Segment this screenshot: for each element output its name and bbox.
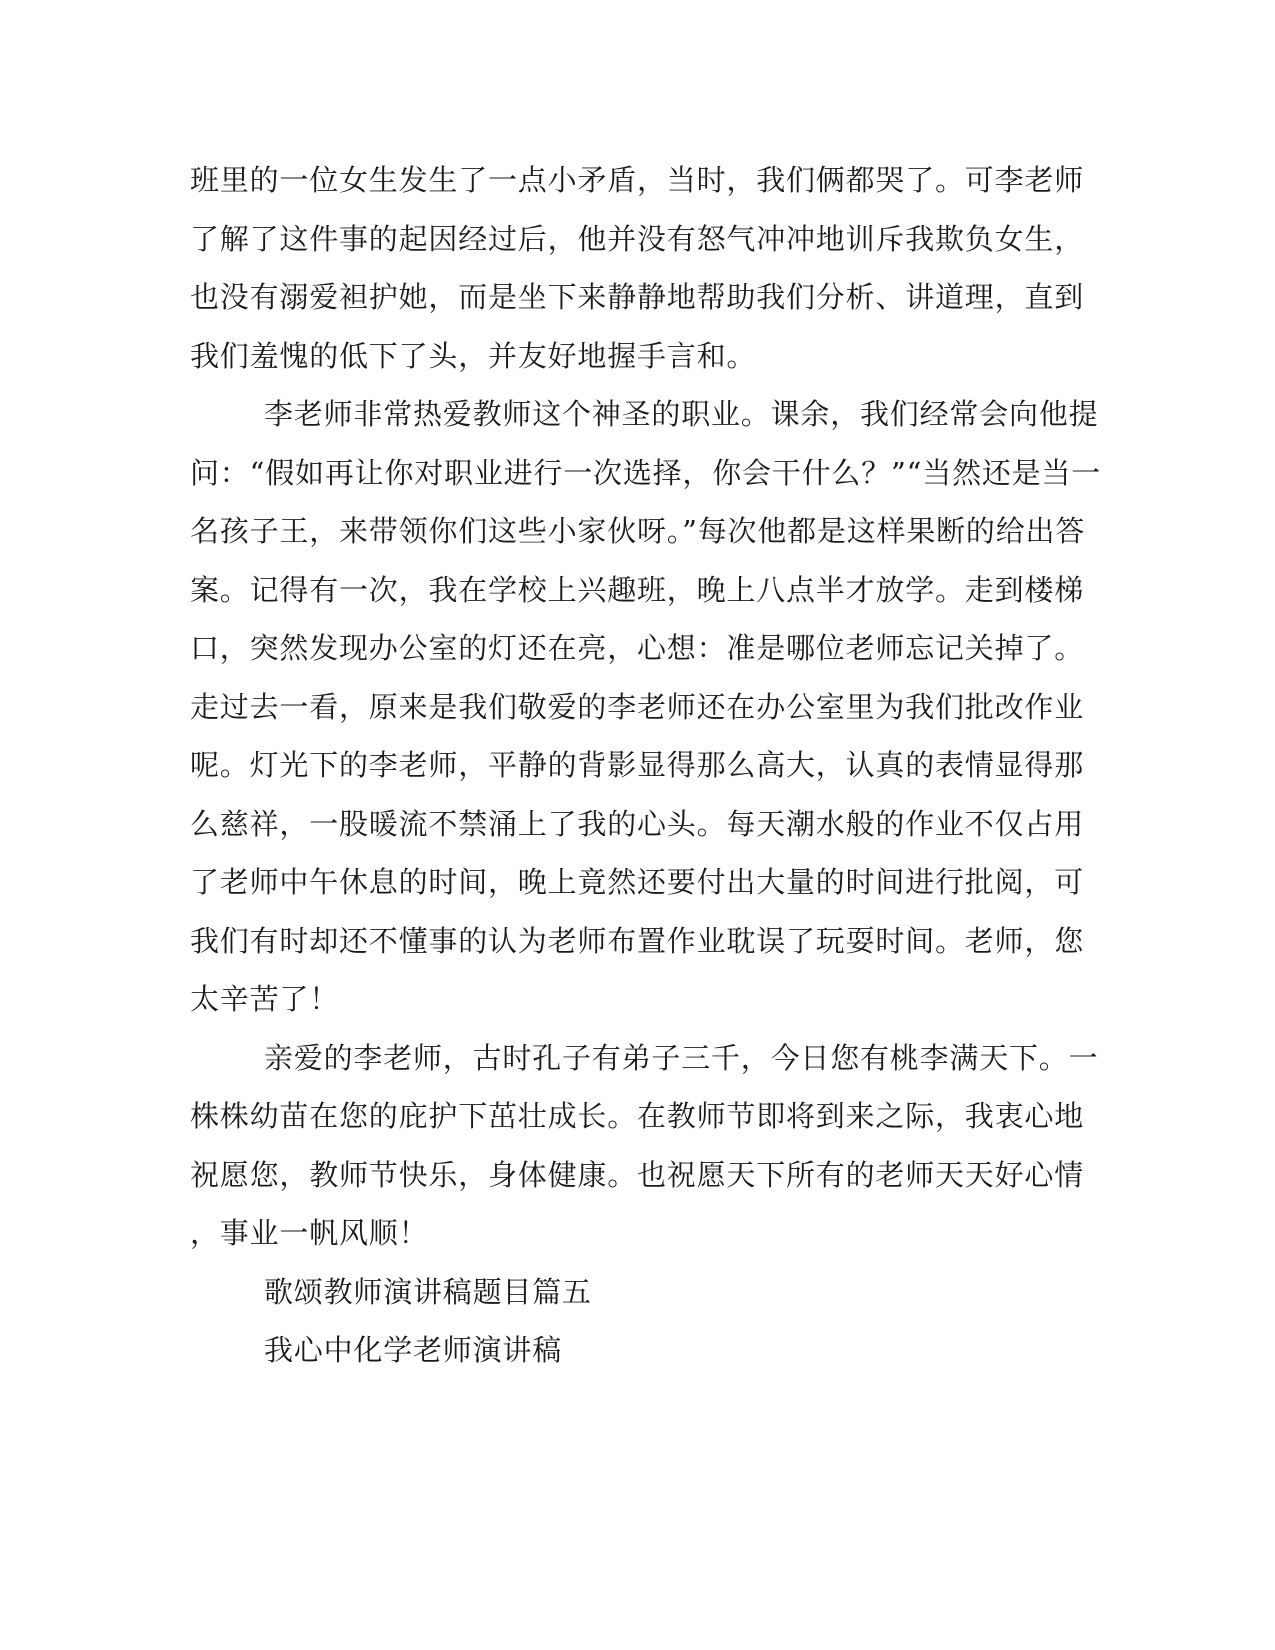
text-line: 名孩子王，来带领你们这些小家伙呀。”每次他都是这样果断的给出答 — [190, 514, 1086, 548]
paragraph-first-line: 亲爱的李老师，古时孔子有弟子三千，今日您有桃李满天下。一 — [264, 1041, 1099, 1075]
text-line: 太辛苦了！ — [190, 982, 340, 1016]
text-line: 株株幼苗在您的庇护下茁壮成长。在教师节即将到来之际，我衷心地 — [190, 1099, 1085, 1133]
text-line: 了解了这件事的起因经过后，他并没有怒气冲冲地训斥我欺负女生， — [190, 222, 1085, 256]
text-line: 口，突然发现办公室的灯还在亮，心想：准是哪位老师忘记关掉了。 — [190, 631, 1085, 665]
text-line: 也没有溺爱袒护她，而是坐下来静静地帮助我们分析、讲道理，直到 — [190, 280, 1085, 314]
text-line: 班里的一位女生发生了一点小矛盾，当时，我们俩都哭了。可李老师 — [190, 163, 1085, 197]
speech-title: 我心中化学老师演讲稿 — [264, 1333, 563, 1367]
text-line: 我们羞愧的低下了头，并友好地握手言和。 — [190, 339, 757, 373]
text-line: 问：“假如再让你对职业进行一次选择，你会干什么？”“当然还是当一 — [190, 456, 1102, 490]
text-line: 我们有时却还不懂事的认为老师布置作业耽误了玩耍时间。老师，您 — [190, 924, 1085, 958]
section-heading: 歌颂教师演讲稿题目篇五 — [264, 1275, 592, 1309]
paragraph-first-line: 李老师非常热爱教师这个神圣的职业。课余，我们经常会向他提 — [264, 397, 1099, 431]
text-line: ，事业一帆风顺！ — [190, 1216, 429, 1250]
text-line: 了老师中午休息的时间，晚上竟然还要付出大量的时间进行批阅，可 — [190, 865, 1085, 899]
text-line: 祝愿您，教师节快乐，身体健康。也祝愿天下所有的老师天天好心情 — [190, 1158, 1085, 1192]
text-line: 走过去一看，原来是我们敬爱的李老师还在办公室里为我们批改作业 — [190, 690, 1085, 724]
text-line: 案。记得有一次，我在学校上兴趣班，晚上八点半才放学。走到楼梯 — [190, 573, 1085, 607]
text-line: 么慈祥，一股暖流不禁涌上了我的心头。每天潮水般的作业不仅占用 — [190, 807, 1085, 841]
text-line: 呢。灯光下的李老师，平静的背影显得那么高大，认真的表情显得那 — [190, 748, 1085, 782]
